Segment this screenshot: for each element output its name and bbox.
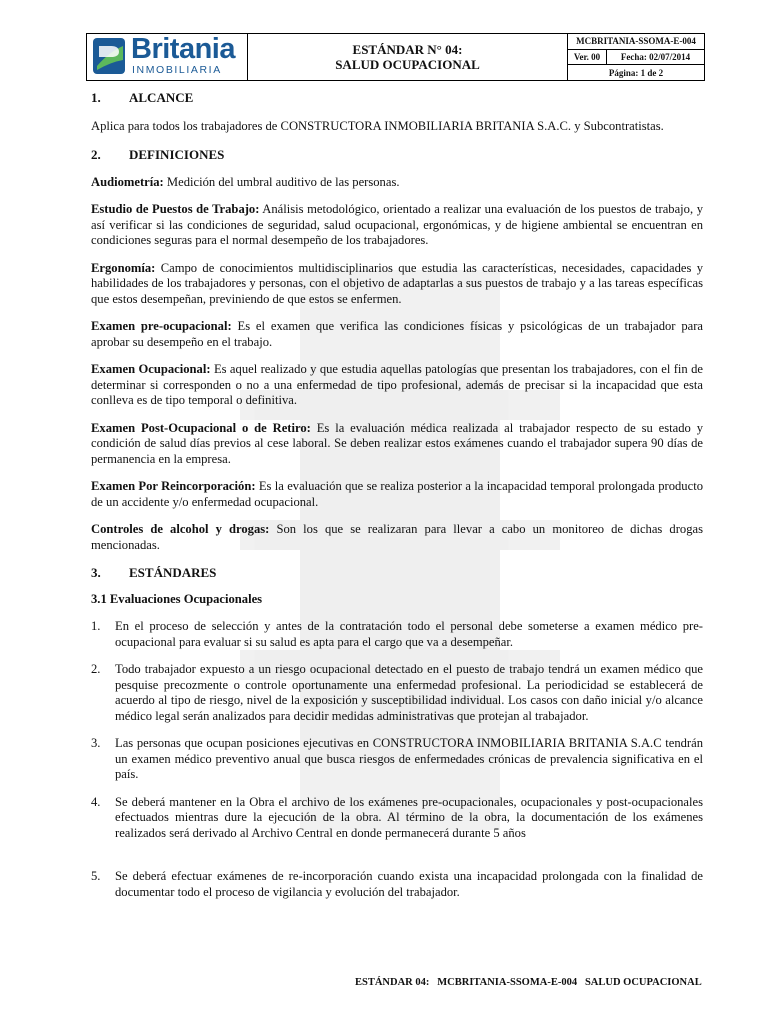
definition-paragraph: Audiometría: Medición del umbral auditivo de las personas. <box>91 174 400 189</box>
list-item: 3. Las personas que ocupan posiciones ejecutivas en CONSTRUCTORA INMOBILIARIA BRITANIA S.A.C tendrán un examen médico preventivo anual que busca riesgos de enfermedades crónicas de prevalencia significativa en el país. <box>91 736 703 781</box>
subsection-heading: 3.1 Evaluaciones Ocupacionales <box>91 591 263 606</box>
document-title <box>248 34 568 80</box>
logo <box>87 34 248 80</box>
document-header <box>86 33 705 81</box>
alcance-text: Aplica para todos los trabajadores de CONSTRUCTORA INMOBILIARIA BRITANIA S.A.C. y Subcontratistas. <box>91 118 664 133</box>
section-heading-definiciones: 2. DEFINICIONES <box>91 147 225 162</box>
list-item: 1. En el proceso de selección y antes de la contratación todo el personal debe someterse a examen médico pre-ocupacional para evaluar si su salud es apta para el cargo que va a desempeñar. <box>91 619 703 649</box>
britania-logo-icon <box>91 36 127 76</box>
list-item: 5. Se deberá efectuar exámenes de re-incorporación cuando exista una incapacidad prolongada con la finalidad de documentar todo el proceso de vigilancia y evolución del trabajador. <box>91 869 703 899</box>
definition-paragraph: Estudio de Puestos de Trabajo: Análisis metodológico, orientado a realizar una evaluación de los puestos de trabajo, y así verificar si las condiciones de seguridad, salud ocupacional, ergonómicas, y de higiene ambiental se encuentran en condiciones seguras para el normal desempeño de los trabajadores. <box>91 202 703 247</box>
logo-name: Britania <box>131 33 235 65</box>
page-number: Página: 1 de 2 <box>608 67 664 78</box>
definition-paragraph: Examen Post-Ocupacional o de Retiro: Es la evaluación médica realizada al trabajador respecto de su estado y condición de salud días previos al cese laboral. Se deben realizar estos exámenes cuando el trabajador supera 90 días de permanencia en la empresa. <box>91 420 704 466</box>
definition-paragraph: Ergonomía: Campo de conocimientos multidisciplinarios que estudia las características, necesidades, capacidades y habilidades de los trabajadores y personas, con el objetivo de adaptarlas a sus puestos de trabajo y a las tareas específicas que estos desempeñan, previniendo de que estos se enfermen. <box>91 260 703 306</box>
definition-paragraph: Examen Ocupacional: Es aquel realizado y que estudia aquellas patologías que presentan los trabajadores, con el fin de determinar si corresponden o no a una enfermedad de tipo profesional, además de precisar si la incapacidad que esta conlleva es de tipo temporal o definitiva. <box>91 362 704 407</box>
title-line2: SALUD OCUPACIONAL <box>335 57 480 72</box>
list-item: 4. Se deberá mantener en la Obra el archivo de los exámenes pre-ocupacionales, ocupacionales y post-ocupacionales efectuados mientras dure la ejecución de la obra. Al término de la obra, la documentación de los exámenes realizados será derivado al Archivo Central en donde permanecerá durante 5 años <box>91 794 703 840</box>
document-date: Fecha: 02/07/2014 <box>620 52 691 62</box>
document-code: MCBRITANIA-SSOMA-E-004 <box>568 34 704 50</box>
document-version: Ver. 00 <box>568 50 607 65</box>
title-line1: ESTÁNDAR N° 04: <box>352 42 463 57</box>
definition-paragraph: Examen pre-ocupacional: Es el examen que verifica las condiciones físicas y psicológicas de un trabajador para aprobar su desempeño en el trabajo. <box>91 319 704 349</box>
definition-paragraph: Controles de alcohol y drogas: Son los que se realizaran para llevar a cabo un monitoreo de dichas drogas mencionadas. <box>91 522 704 552</box>
list-item: 2. Todo trabajador expuesto a un riesgo ocupacional detectado en el puesto de trabajo tendrá un examen médico que pesquise precozmente o controle oportunamente una enfermedad profesional. La periodicidad se establecerá de acuerdo al tipo de riesgo, nivel de la exposición y susceptibilidad individual. Los casos con daño inicial y/o alcance médico legal serán analizados para decidir medidas administrativas que protejan al trabajador. <box>91 662 703 723</box>
logo-subtitle: INMOBILIARIA <box>132 64 222 76</box>
definition-paragraph: Examen Por Reincorporación: Es la evaluación que se realiza posterior a la incapacidad temporal prolongada producto de un accidente y/o enfermedad ocupacional. <box>91 479 703 509</box>
document-meta <box>568 34 704 80</box>
document-body <box>91 90 703 900</box>
section-heading-alcance: 1. ALCANCE <box>91 90 194 105</box>
page-footer: ESTÁNDAR 04: MCBRITANIA-SSOMA-E-004 SALUD OCUPACIONAL <box>355 977 702 988</box>
section-heading-estandares: 3. ESTÁNDARES <box>91 565 217 580</box>
